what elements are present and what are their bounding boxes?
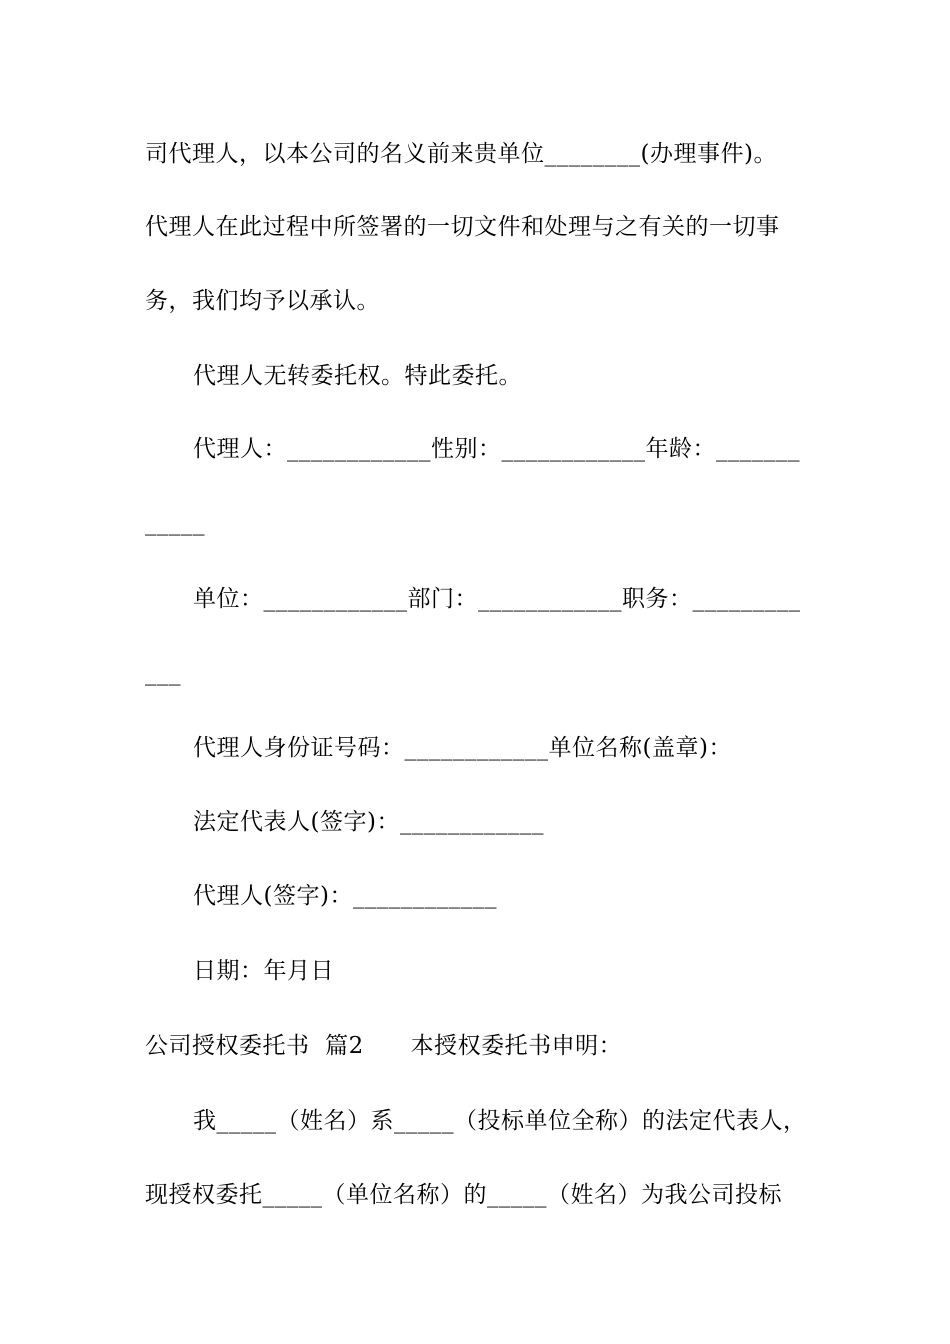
form-field-line: _____ <box>145 510 205 536</box>
form-field-line: 代理人(签字)：____________ <box>193 883 497 909</box>
text-line: 现授权委托_____（单位名称）的_____（姓名）为我公司投标 <box>145 1182 782 1208</box>
form-field-line: 单位：____________部门：____________职务：_________ <box>193 586 801 612</box>
form-field-line: 代理人：____________性别：____________年龄：_______ <box>193 436 800 462</box>
form-field-line: 代理人身份证号码：____________单位名称(盖章)： <box>193 735 732 761</box>
text-line: 代理人无转委托权。特此委托。 <box>193 363 522 389</box>
form-field-line: ___ <box>145 660 181 686</box>
text-line: 司代理人，以本公司的名义前来贵单位________(办理事件)。 <box>145 141 777 167</box>
section-heading: 公司授权委托书 篇2 本授权委托书申明： <box>145 1033 623 1059</box>
text-line: 务，我们均予以承认。 <box>145 288 380 314</box>
form-field-line: 法定代表人(签字)：____________ <box>193 809 544 835</box>
text-line: 代理人在此过程中所签署的一切文件和处理与之有关的一切事 <box>145 214 780 240</box>
text-line: 我_____（姓名）系_____（投标单位全称）的法定代表人， <box>193 1108 807 1134</box>
date-line: 日期：年月日 <box>193 958 334 984</box>
